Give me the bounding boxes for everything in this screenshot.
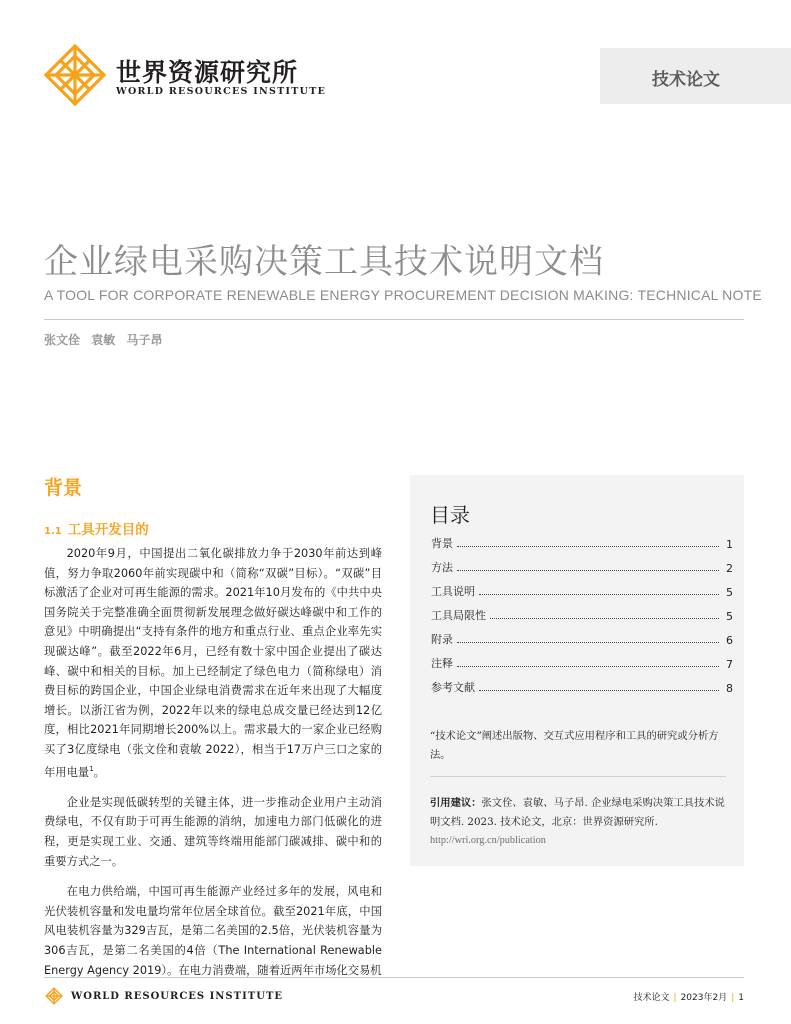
toc-leader (457, 666, 719, 667)
toc-leader (490, 618, 719, 619)
paragraph-text: 2020年9月，中国提出二氧化碳排放力争于2030年前达到峰值，努力争取2060年前实现碳中和（简称“双碳”目标）。“双碳”目标激活了企业对可再生能源的需求。2021年10月发布的《中共中央 国务院关于完整准确全面贯彻新发展理念做好碳达峰碳中和工作的意见》中明确提出“支持有条件的地方和重点行业、重点企业率先实现碳达峰”。截至2022年6月，已经有数十家中国企业提出了碳达峰、碳中和相关的目标。加上已经制定了绿色电力（简称绿电）消费目标的跨国企业，中国企业绿电消费需求在近年来出现了大幅度增长。以浙江省为例，2022年以来的绿电总成交量已经达到12亿度，相比2021年同期增长200%以上。需求最大的一家企业已经购买了3亿度绿电（张文佺和袁敏 2022），相当于17万户三口之家的年用电量 (44, 547, 382, 779)
title-divider (44, 319, 744, 320)
toc-divider (430, 776, 726, 777)
document-type-badge (600, 48, 791, 104)
paragraph: 在电力供给端，中国可再生能源产业经过多年的发展，风电和光伏装机容量和发电量均常年位居全球首位。截至2021年底，中国风电装机容量为329吉瓦，是第二名美国的2.5倍，光伏装机容量为306吉瓦，是第二名美国的4倍（The International Renewable Energy Agency 2019）。在电力消费端，随着近两年市场化交易机 (44, 885, 382, 977)
toc-item[interactable] (431, 603, 733, 623)
document-type-label: 技术论文 (652, 70, 720, 90)
author: 马子昂 (126, 333, 163, 347)
footer-separator: | (731, 993, 735, 1003)
toc-panel (410, 475, 744, 866)
author: 张文佺 (44, 333, 81, 347)
section-heading: 背景 (44, 477, 83, 499)
page-number: 1 (738, 993, 744, 1003)
toc-item-label: 工具说明 (431, 585, 475, 598)
toc-item-page: 2 (726, 562, 733, 575)
footer-meta (580, 990, 744, 1003)
logo-english-name: WORLD RESOURCES INSTITUTE (116, 86, 327, 97)
footer-org-name: WORLD RESOURCES INSTITUTE (71, 991, 284, 1002)
citation-text: 张文佺、袁敏、马子昂. 企业绿电采购决策工具技术说明文档. 2023. 技术论文，北京：世界资源研究所. (430, 797, 725, 828)
toc-item-label: 参考文献 (431, 681, 475, 694)
toc-item[interactable] (431, 531, 733, 551)
footer-divider (44, 977, 744, 978)
toc-item-label: 工具局限性 (431, 609, 486, 622)
title-chinese: 企业绿电采购决策工具技术说明文档 (44, 242, 604, 282)
paragraph-end: 。 (93, 765, 105, 779)
subsection-heading (44, 518, 149, 538)
toc-item-page: 5 (726, 586, 733, 599)
wri-logo-small-icon (45, 987, 63, 1005)
title-english: A TOOL FOR CORPORATE RENEWABLE ENERGY PROCUREMENT DECISION MAKING: TECHNICAL NOTE (44, 287, 762, 303)
toc-leader (457, 570, 719, 571)
subsection-number: 1.1 (44, 526, 62, 537)
series-description: “技术论文”阐述出版物、交互式应用程序和工具的研究或分析方法。 (430, 730, 719, 761)
toc-title: 目录 (430, 503, 470, 527)
toc-item-label: 注释 (431, 657, 453, 670)
toc-item-label: 背景 (431, 537, 453, 550)
toc-leader (479, 594, 719, 595)
toc-item-label: 附录 (431, 633, 453, 646)
toc-item-label: 方法 (431, 561, 453, 574)
citation-suggestion (430, 794, 728, 851)
wri-logo-icon (44, 44, 106, 106)
toc-item[interactable] (431, 675, 733, 695)
body-text (44, 544, 382, 991)
footer-date: 2023年2月 (680, 993, 728, 1003)
subsection-title: 工具开发目的 (67, 522, 149, 538)
toc-item[interactable] (431, 651, 733, 671)
toc-item-page: 8 (726, 682, 733, 695)
toc-leader (457, 642, 719, 643)
toc-item-page: 1 (726, 538, 733, 551)
paragraph (44, 544, 382, 782)
toc-item[interactable] (431, 555, 733, 575)
toc-item[interactable] (431, 579, 733, 599)
toc-leader (479, 690, 719, 691)
footer-doc-type: 技术论文 (633, 993, 670, 1003)
toc-item-page: 5 (726, 610, 733, 623)
author-list (44, 331, 169, 348)
toc-item-page: 6 (726, 634, 733, 647)
footer-separator: | (673, 993, 677, 1003)
footnote-marker[interactable]: 1 (89, 764, 94, 773)
author: 袁敏 (91, 333, 116, 347)
logo-chinese-name: 世界资源研究所 (116, 58, 299, 87)
toc-item[interactable] (431, 627, 733, 647)
toc-item-page: 7 (726, 658, 733, 671)
publication-link[interactable]: http://wri.org.cn/publication (430, 835, 546, 846)
toc-leader (457, 546, 719, 547)
paragraph: 企业是实现低碳转型的关键主体，进一步推动企业用户主动消费绿电，不仅有助于可再生能源的消纳，加速电力部门低碳化的进程，更是实现工业、交通、建筑等终端用能部门碳减排、碳中和的重要方式之一。 (44, 795, 382, 868)
citation-label: 引用建议： (430, 797, 482, 809)
